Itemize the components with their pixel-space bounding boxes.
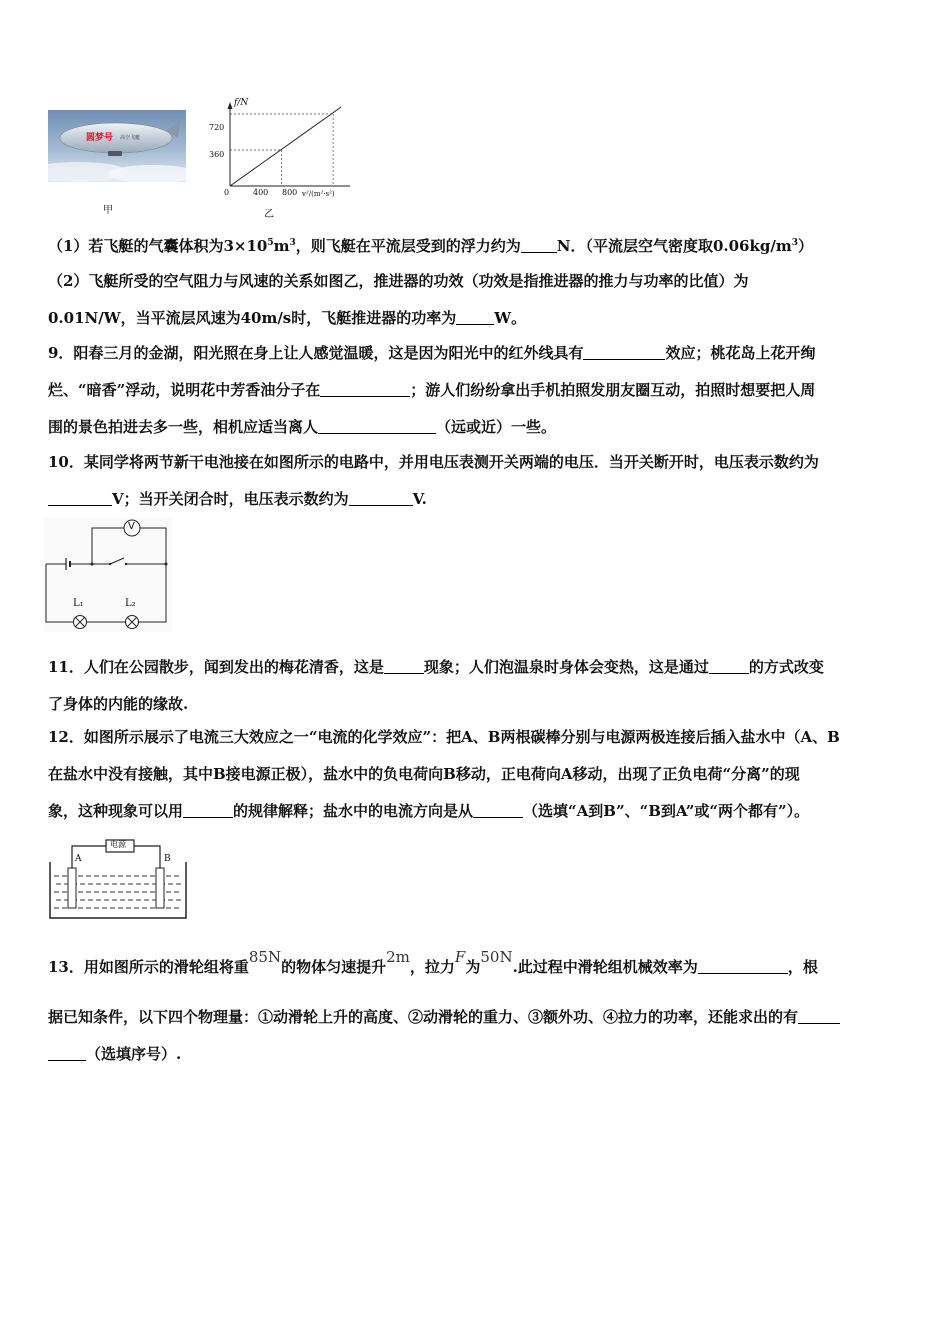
force-velocity-graph (200, 98, 360, 218)
q8-part2-text-b: W。 (494, 309, 527, 327)
q12-line2: 在盐水中没有接触，其中B接电源正极），盐水中的负电荷向B移动，正电荷向A移动，出现了正负电荷“分离”的现 (48, 765, 800, 783)
q11-blank-method[interactable] (709, 659, 749, 674)
q13-text-4: 为 (465, 958, 481, 976)
q13-line1 (48, 948, 818, 982)
q13-force-f: F (454, 948, 466, 966)
q13-line3 (48, 1043, 181, 1065)
q8-part1-text-c: ，则飞艇在平流层受到的浮力约为 (295, 237, 521, 255)
q13-text-5: .此过程中滑轮组机械效率为 (512, 958, 698, 976)
y-axis-arrow (228, 102, 233, 109)
q13-height-2m: 2m (386, 948, 410, 966)
q8-part1-text-a: （1）若飞艇的气囊体积为3×10 (48, 237, 268, 255)
q11-line2: 了身体的内能的缘故. (48, 695, 189, 713)
q8-exp-5: 5 (267, 238, 274, 248)
q13-text-6: ，根 (787, 958, 818, 976)
q13-line2 (48, 1006, 840, 1028)
q8-part1-text-e: ） (798, 237, 814, 255)
q11-text-1b: 现象；人们泡温泉时身体会变热，这是通过 (423, 658, 709, 676)
q10-blank-closed[interactable] (349, 491, 413, 506)
q13-blank-answers-a[interactable] (798, 1009, 840, 1024)
q13-text-3: ，拉力 (409, 958, 455, 976)
airship-side-text: 高空飞艇 (120, 135, 141, 141)
q8-part2-text-a: 0.01N/W，当平流层风速为40m/s时，飞艇推进器的功率为 (48, 309, 457, 327)
x-tick-800: 800 (282, 188, 298, 197)
x-axis-label: v²/(m²·s²) (302, 190, 335, 198)
series-line (230, 107, 341, 186)
q8-blank-buoyancy[interactable] (521, 238, 557, 253)
voltmeter-label: V (128, 521, 135, 532)
q11-text-1c: 的方式改变 (748, 658, 824, 676)
q10-text-2b: V. (412, 490, 427, 508)
q13-force-50n: 50N (480, 948, 513, 966)
q9-text-3b: （远或近）一些。 (436, 418, 557, 436)
electrode-a-label: A (75, 854, 82, 864)
y-tick-720: 720 (209, 123, 225, 132)
lamp-l1-label: L₁ (73, 598, 84, 609)
q9-line2 (48, 379, 815, 401)
q12-blank-law[interactable] (183, 803, 233, 818)
q11-text-1a: 11．人们在公园散步，闻到发出的梅花清香，这是 (48, 658, 384, 676)
electrode-b-label: B (164, 854, 171, 864)
power-supply-label: 电源 (110, 840, 126, 849)
airship-photo (48, 110, 186, 182)
q8-exp-3b: 3 (791, 238, 798, 248)
circuit-diagram (44, 518, 172, 632)
q12-text-3b: 的规律解释；盐水中的电流方向是从 (233, 802, 474, 820)
q13-text-2: 的物体匀速提升 (281, 958, 387, 976)
x-tick-400: 400 (253, 188, 269, 197)
q9-blank-distance[interactable] (318, 419, 436, 434)
airship-figure (48, 110, 186, 182)
q13-weight-85n: 85N (248, 948, 282, 966)
q9-text-3a: 围的景色拍进去多一些，相机应适当离人 (48, 418, 319, 436)
q13-blank-answers-b[interactable] (48, 1046, 86, 1061)
lamp-l2-label: L₂ (125, 598, 136, 609)
q9-text-2a: 烂、“暗香”浮动，说明花中芳香油分子在 (48, 381, 321, 399)
electrolysis-diagram (48, 838, 190, 922)
q8-exp-3: 3 (289, 238, 296, 248)
electrode-a (68, 868, 76, 908)
figure-caption-yi: 乙 (264, 209, 274, 220)
y-axis-label: f/N (234, 98, 249, 108)
q9-text-1a: 9．阳春三月的金湖，阳光照在身上让人感觉温暖，这是因为阳光中的红外线具有 (48, 344, 584, 362)
q9-blank-effect[interactable] (583, 345, 665, 360)
q10-blank-open[interactable] (48, 491, 112, 506)
electrolysis-canvas (48, 838, 190, 922)
q9-line3 (48, 416, 556, 438)
q9-blank-molecules[interactable] (320, 382, 410, 397)
q12-text-3c: （选填“A到B”、“B到A”或“两个都有”）。 (523, 802, 810, 820)
q10-line2 (48, 488, 427, 510)
q9-text-2b: ；游人们纷纷拿出手机拍照发朋友圈互动，拍照时想要把人周 (410, 381, 816, 399)
q13-blank-efficiency[interactable] (698, 959, 788, 974)
q11-blank-phenomenon[interactable] (384, 659, 424, 674)
q12-line3 (48, 800, 809, 822)
y-tick-360: 360 (209, 150, 225, 159)
circuit-canvas (44, 518, 172, 632)
q10-text-2a: V；当开关闭合时，电压表示数约为 (112, 490, 349, 508)
q12-blank-direction[interactable] (473, 803, 523, 818)
q13-text-line2: 据已知条件，以下四个物理量：①动滑轮上升的高度、②动滑轮的重力、③额外功、④拉力的功率，还能求出的有 (48, 1008, 799, 1026)
q8-blank-power[interactable] (456, 310, 494, 325)
q13-text-1: 13．用如图所示的滑轮组将重 (48, 958, 249, 976)
q8-part1 (48, 235, 813, 257)
q8-part2-line1: （2）飞艇所受的空气阻力与风速的关系如图乙，推进器的功效（功效是指推进器的推力与功率的比值）为 (48, 272, 749, 290)
q8-part1-text-d: N．（平流层空气密度取0.06kg/m (556, 237, 792, 255)
airship-banner: 圆梦号 (86, 133, 114, 143)
q9-text-1b: 效应；桃花岛上花开绚 (665, 344, 816, 362)
q10-line1: 10．某同学将两节新干电池接在如图所示的电路中，并用电压表测开关两端的电压．当开关断开时，电压表示数约为 (48, 453, 819, 471)
q8-unit-m: m (273, 237, 290, 255)
q12-text-3a: 象，这种现象可以用 (48, 802, 184, 820)
q11-line1 (48, 656, 824, 678)
figure-caption-jia: 甲 (103, 205, 113, 216)
q8-part2-line2 (48, 307, 526, 329)
q12-line1: 12．如图所示展示了电流三大效应之一“电流的化学效应”：把A、B两根碳棒分别与电源两极连接后插入盐水中（A、B (48, 728, 840, 746)
q13-text-line3: （选填序号）. (86, 1045, 182, 1063)
q9-line1 (48, 342, 815, 364)
origin-label: 0 (224, 188, 230, 197)
electrode-b (156, 868, 164, 908)
